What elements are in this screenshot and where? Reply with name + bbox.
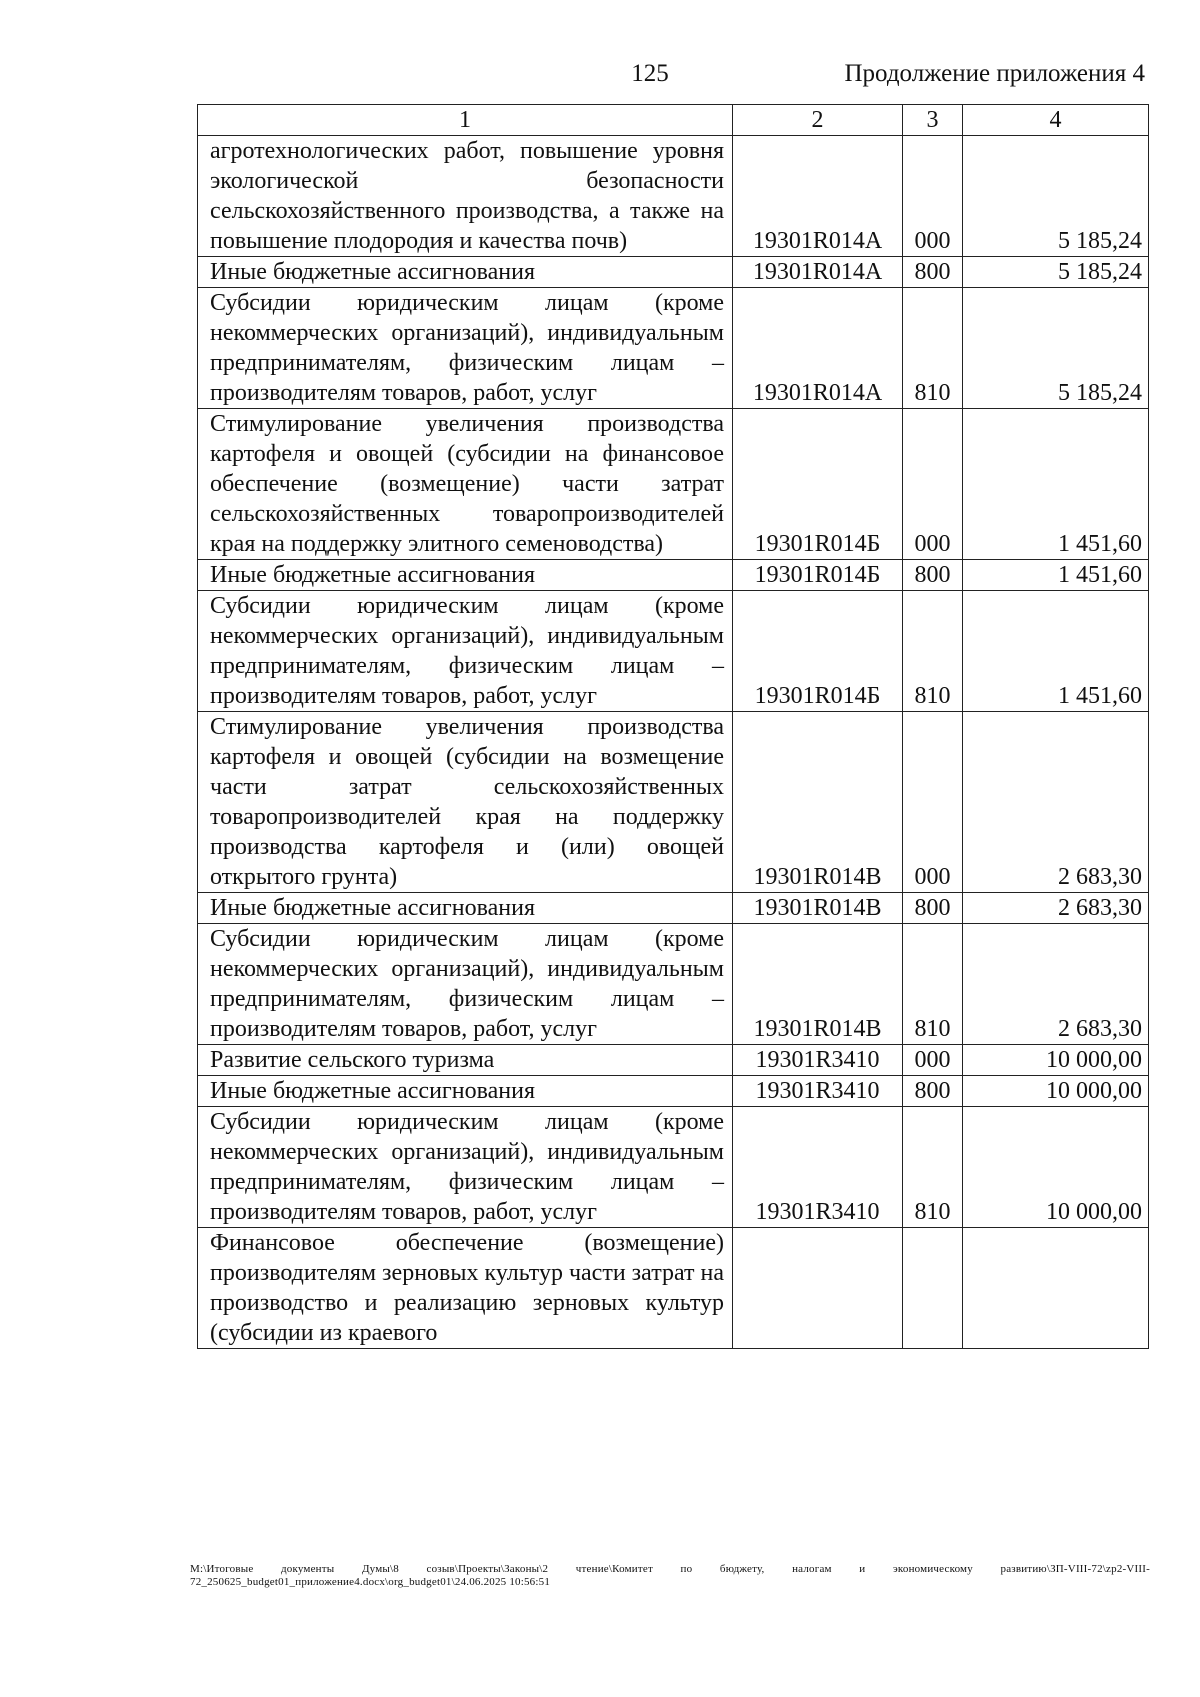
row-code: 19301R014В [733, 924, 903, 1045]
row-amount: 10 000,00 [963, 1107, 1149, 1228]
table-row [198, 591, 1149, 712]
row-name: агротехнологических работ, повышение уровня экологической безопасности сельскохозяйственного производства, а также на повышение плодородия и качества почв) [198, 136, 733, 257]
row-code: 19301R014В [733, 712, 903, 893]
table-row [198, 288, 1149, 409]
row-name: Иные бюджетные ассигнования [198, 1076, 733, 1107]
row-code: 19301R014A [733, 257, 903, 288]
row-code: 19301R014A [733, 136, 903, 257]
row-type: 810 [903, 288, 963, 409]
row-name: Развитие сельского туризма [198, 1045, 733, 1076]
row-name: Стимулирование увеличения производства картофеля и овощей (субсидии на финансовое обеспечение (возмещение) части затрат сельскохозяйственных товаропроизводителей края на поддержку элитного семеноводства) [198, 409, 733, 560]
file-path-footer: M:\Итоговые документы Думы\8 созыв\Проекты\Законы\2 чтение\Комитет по бюджету, налогам и экономическому развитию\ЗП-VIII-72\zp2-VIII-72_250625_budget01_приложение4.docx\org_budget01\24.06.2025 10:56:51 [190, 1563, 1150, 1588]
row-code: 19301R014Б [733, 591, 903, 712]
row-amount: 10 000,00 [963, 1045, 1149, 1076]
row-type: 800 [903, 1076, 963, 1107]
row-name: Субсидии юридическим лицам (кроме некоммерческих организаций), индивидуальным предпринимателям, физическим лицам – производителям товаров, работ, услуг [198, 591, 733, 712]
row-code: 19301R3410 [733, 1107, 903, 1228]
table-row [198, 257, 1149, 288]
column-header-4: 4 [963, 105, 1149, 136]
table-row [198, 924, 1149, 1045]
row-amount: 5 185,24 [963, 257, 1149, 288]
column-header-3: 3 [903, 105, 963, 136]
row-amount: 2 683,30 [963, 924, 1149, 1045]
row-name: Субсидии юридическим лицам (кроме некоммерческих организаций), индивидуальным предпринимателям, физическим лицам – производителям товаров, работ, услуг [198, 288, 733, 409]
row-code: 19301R3410 [733, 1045, 903, 1076]
row-name: Субсидии юридическим лицам (кроме некоммерческих организаций), индивидуальным предпринимателям, физическим лицам – производителям товаров, работ, услуг [198, 1107, 733, 1228]
table-row [198, 560, 1149, 591]
row-code: 19301R014Б [733, 560, 903, 591]
table-row [198, 136, 1149, 257]
row-name: Финансовое обеспечение (возмещение) производителям зерновых культур части затрат на производство и реализацию зерновых культур (субсидии из краевого [198, 1228, 733, 1349]
row-amount: 2 683,30 [963, 712, 1149, 893]
table-row [198, 1228, 1149, 1349]
row-type: 800 [903, 893, 963, 924]
table-header-row [198, 105, 1149, 136]
row-code: 19301R3410 [733, 1076, 903, 1107]
row-amount [963, 1228, 1149, 1349]
row-amount: 1 451,60 [963, 591, 1149, 712]
row-type [903, 1228, 963, 1349]
column-header-2: 2 [733, 105, 903, 136]
row-type: 800 [903, 560, 963, 591]
column-header-1: 1 [198, 105, 733, 136]
row-type: 810 [903, 1107, 963, 1228]
row-type: 000 [903, 136, 963, 257]
row-name: Иные бюджетные ассигнования [198, 893, 733, 924]
row-name: Субсидии юридическим лицам (кроме некоммерческих организаций), индивидуальным предпринимателям, физическим лицам – производителям товаров, работ, услуг [198, 924, 733, 1045]
table-row [198, 409, 1149, 560]
row-amount: 2 683,30 [963, 893, 1149, 924]
continuation-label: Продолжение приложения 4 [844, 60, 1145, 87]
table-row [198, 1107, 1149, 1228]
table-row [198, 893, 1149, 924]
row-amount: 1 451,60 [963, 560, 1149, 591]
row-amount: 1 451,60 [963, 409, 1149, 560]
table-row [198, 1045, 1149, 1076]
row-type: 000 [903, 409, 963, 560]
row-type: 800 [903, 257, 963, 288]
row-amount: 10 000,00 [963, 1076, 1149, 1107]
row-name: Иные бюджетные ассигнования [198, 560, 733, 591]
row-type: 810 [903, 924, 963, 1045]
table-row [198, 1076, 1149, 1107]
row-amount: 5 185,24 [963, 288, 1149, 409]
row-name: Стимулирование увеличения производства картофеля и овощей (субсидии на возмещение части затрат сельскохозяйственных товаропроизводителей края на поддержку производства картофеля и (или) овощей открытого грунта) [198, 712, 733, 893]
row-type: 000 [903, 1045, 963, 1076]
row-code: 19301R014A [733, 288, 903, 409]
row-code: 19301R014Б [733, 409, 903, 560]
row-code [733, 1228, 903, 1349]
row-type: 000 [903, 712, 963, 893]
budget-table [197, 104, 1149, 1349]
row-type: 810 [903, 591, 963, 712]
page-number: 125 [631, 60, 669, 87]
row-name: Иные бюджетные ассигнования [198, 257, 733, 288]
row-amount: 5 185,24 [963, 136, 1149, 257]
table-row [198, 712, 1149, 893]
row-code: 19301R014В [733, 893, 903, 924]
